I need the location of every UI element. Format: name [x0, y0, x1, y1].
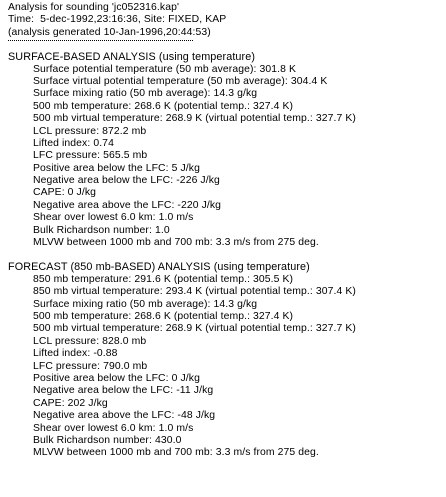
analysis-title: Analysis for sounding 'jc052316.kap' [8, 2, 180, 13]
sounding-analysis-document [8, 2, 444, 460]
forecast-line: Surface mixing ratio (50 mb average): 14.3 g/kg [33, 298, 258, 310]
header-divider [8, 39, 444, 45]
surface-line: Negative area below the LFC: -226 J/kg [33, 175, 220, 187]
surface-line: Surface potential temperature (50 mb average): 301.8 K [33, 63, 297, 75]
analysis-time: Time: 5-dec-1992,23:16:36, Site: FIXED, KAP [8, 14, 227, 26]
forecast-line: LFC pressure: 790.0 mb [33, 360, 148, 372]
forecast-line: Positive area below the LFC: 0 J/kg [33, 372, 200, 384]
forecast-line: Negative area above the LFC: -48 J/kg [33, 410, 216, 422]
surface-line: Positive area below the LFC: 5 J/kg [33, 162, 200, 174]
forecast-line: MLVW between 1000 mb and 700 mb: 3.3 m/s from 275 deg. [33, 447, 319, 459]
forecast-line: Shear over lowest 6.0 km: 1.0 m/s [33, 422, 194, 434]
forecast-line: 850 mb temperature: 291.6 K (potential temp.: 305.5 K) [33, 273, 294, 285]
surface-line: Negative area above the LFC: -220 J/kg [33, 199, 222, 211]
surface-line: Surface mixing ratio (50 mb average): 14.3 g/kg [33, 88, 258, 100]
forecast-section [8, 274, 444, 460]
forecast-line: 500 mb virtual temperature: 268.9 K (virtual potential temp.: 327.7 K) [33, 323, 356, 335]
forecast-line: 850 mb virtual temperature: 293.4 K (virtual potential temp.: 307.4 K) [33, 286, 356, 298]
forecast-line: CAPE: 202 J/kg [33, 397, 108, 409]
surface-line: LFC pressure: 565.5 mb [33, 150, 148, 162]
surface-line: Lifted index: 0.74 [33, 137, 114, 149]
forecast-line: Lifted index: -0.88 [33, 348, 118, 360]
forecast-line: 500 mb temperature: 268.6 K (potential temp.: 327.4 K) [33, 310, 294, 322]
surface-line: Bulk Richardson number: 1.0 [33, 224, 170, 236]
surface-line: LCL pressure: 872.2 mb [33, 125, 147, 137]
surface-heading: SURFACE-BASED ANALYSIS (using temperature) [8, 51, 256, 64]
forecast-heading: FORECAST (850 mb-BASED) ANALYSIS (using temperature) [8, 261, 310, 274]
forecast-line: LCL pressure: 828.0 mb [33, 335, 147, 347]
surface-line: CAPE: 0 J/kg [33, 187, 96, 199]
surface-line: 500 mb temperature: 268.6 K (potential temp.: 327.4 K) [33, 100, 294, 112]
analysis-generated: (analysis generated 10-Jan-1996,20:44:53) [8, 26, 211, 38]
surface-line: Shear over lowest 6.0 km: 1.0 m/s [33, 212, 194, 224]
forecast-line: Negative area below the LFC: -11 J/kg [33, 385, 214, 397]
surface-line: 500 mb virtual temperature: 268.9 K (virtual potential temp.: 327.7 K) [33, 113, 356, 125]
surface-section [8, 64, 444, 250]
surface-line: MLVW between 1000 mb and 700 mb: 3.3 m/s from 275 deg. [33, 237, 319, 249]
forecast-line: Bulk Richardson number: 430.0 [33, 434, 182, 446]
surface-line: Surface virtual potential temperature (50 mb average): 304.4 K [33, 75, 328, 87]
